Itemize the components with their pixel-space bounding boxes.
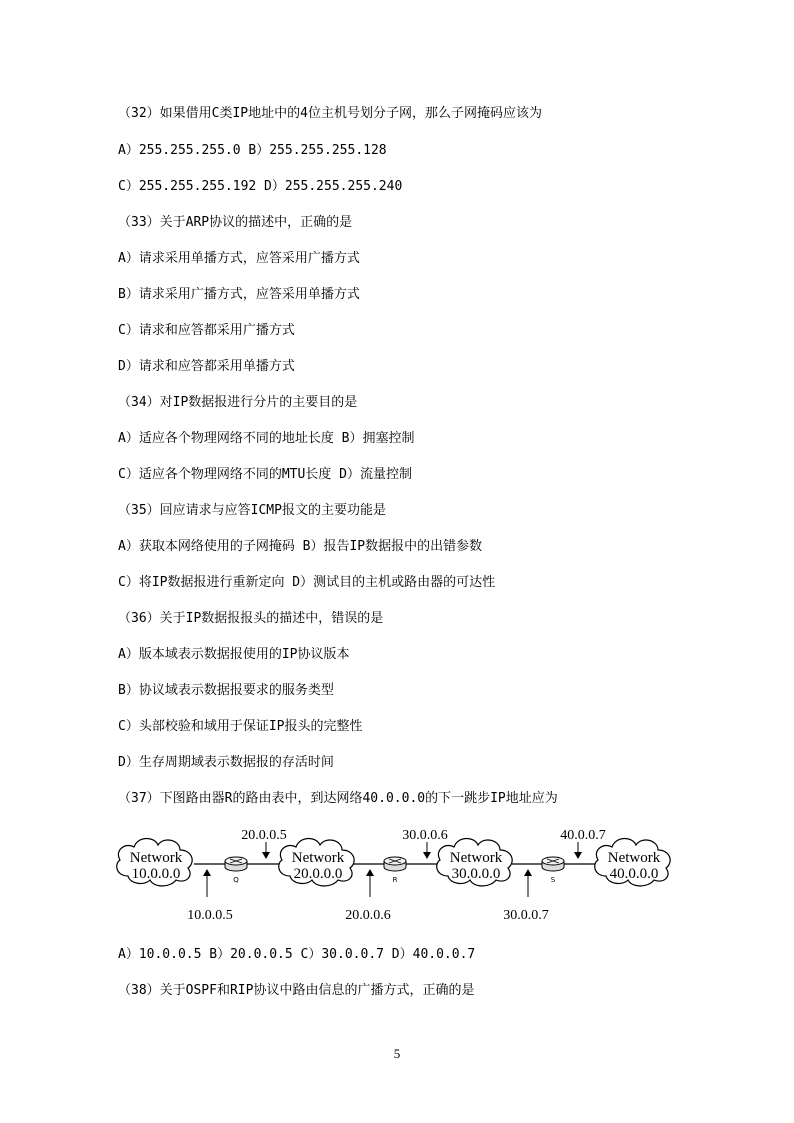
- option-36-d: D）生存周期域表示数据报的存活时间: [118, 755, 334, 770]
- option-32-ab: A）255.255.255.0 B）255.255.255.128: [118, 143, 387, 158]
- arrow-up-icon: [524, 869, 532, 897]
- router-icon-s: [542, 857, 564, 884]
- question-38: （38）关于OSPF和RIP协议中路由信息的广播方式，正确的是: [118, 983, 475, 998]
- network-address: 30.0.0.0: [451, 866, 501, 882]
- interface-address-top: 40.0.0.7: [560, 828, 606, 843]
- network-address: 20.0.0.0: [293, 866, 343, 882]
- network-address: 10.0.0.0: [131, 866, 181, 882]
- option-34-ab: A）适应各个物理网络不同的地址长度 B）拥塞控制: [118, 431, 415, 446]
- option-35-cd: C）将IP数据报进行重新定向 D）测试目的主机或路由器的可达性: [118, 575, 496, 590]
- interface-address-bottom: 30.0.0.7: [503, 908, 549, 923]
- option-36-c: C）头部校验和域用于保证IP报头的完整性: [118, 719, 363, 734]
- option-36-a: A）版本域表示数据报使用的IP协议版本: [118, 647, 350, 662]
- arrow-up-icon: [366, 869, 374, 897]
- router-icon-q: [225, 857, 247, 884]
- network-label: Network: [129, 850, 183, 866]
- option-36-b: B）协议域表示数据报要求的服务类型: [118, 683, 334, 698]
- question-37: （37）下图路由器R的路由表中，到达网络40.0.0.0的下一跳步IP地址应为: [118, 791, 558, 806]
- options-37: A）10.0.0.5 B）20.0.0.5 C）30.0.0.7 D）40.0.0.7: [118, 947, 476, 962]
- question-32: （32）如果借用C类IP地址中的4位主机号划分子网，那么子网掩码应该为: [118, 106, 542, 121]
- arrow-down-icon: [262, 842, 270, 859]
- interface-address-top: 30.0.0.6: [402, 828, 448, 843]
- page-number: 5: [393, 1046, 401, 1061]
- router-icon-r: [384, 857, 406, 884]
- option-33-c: C）请求和应答都采用广播方式: [118, 323, 295, 338]
- network-cloud-40: [595, 838, 670, 886]
- interface-address-top: 20.0.0.5: [241, 828, 287, 843]
- arrow-down-icon: [423, 842, 431, 859]
- option-33-d: D）请求和应答都采用单播方式: [118, 359, 295, 374]
- question-36: （36）关于IP数据报报头的描述中，错误的是: [118, 611, 384, 626]
- option-32-cd: C）255.255.255.192 D）255.255.255.240: [118, 179, 403, 194]
- question-33: （33）关于ARP协议的描述中，正确的是: [118, 215, 353, 230]
- network-diagram: [112, 822, 682, 928]
- arrow-down-icon: [574, 842, 582, 859]
- question-35: （35）回应请求与应答ICMP报文的主要功能是: [118, 503, 386, 518]
- network-label: Network: [607, 850, 661, 866]
- network-label: Network: [291, 850, 345, 866]
- router-label: Q: [233, 876, 239, 884]
- router-label: S: [550, 876, 556, 884]
- option-33-b: B）请求采用广播方式，应答采用单播方式: [118, 287, 360, 302]
- option-35-ab: A）获取本网络使用的子网掩码 B）报告IP数据报中的出错参数: [118, 539, 483, 554]
- network-label: Network: [449, 850, 503, 866]
- network-address: 40.0.0.0: [609, 866, 659, 882]
- interface-address-bottom: 10.0.0.5: [187, 908, 233, 923]
- network-cloud-20: [279, 838, 354, 886]
- arrow-up-icon: [203, 869, 211, 897]
- question-34: （34）对IP数据报进行分片的主要目的是: [118, 395, 358, 410]
- interface-address-bottom: 20.0.0.6: [345, 908, 391, 923]
- option-34-cd: C）适应各个物理网络不同的MTU长度 D）流量控制: [118, 467, 412, 482]
- option-33-a: A）请求采用单播方式，应答采用广播方式: [118, 251, 360, 266]
- network-cloud-30: [437, 838, 512, 886]
- network-cloud-10: [117, 838, 192, 886]
- router-label: R: [392, 876, 398, 884]
